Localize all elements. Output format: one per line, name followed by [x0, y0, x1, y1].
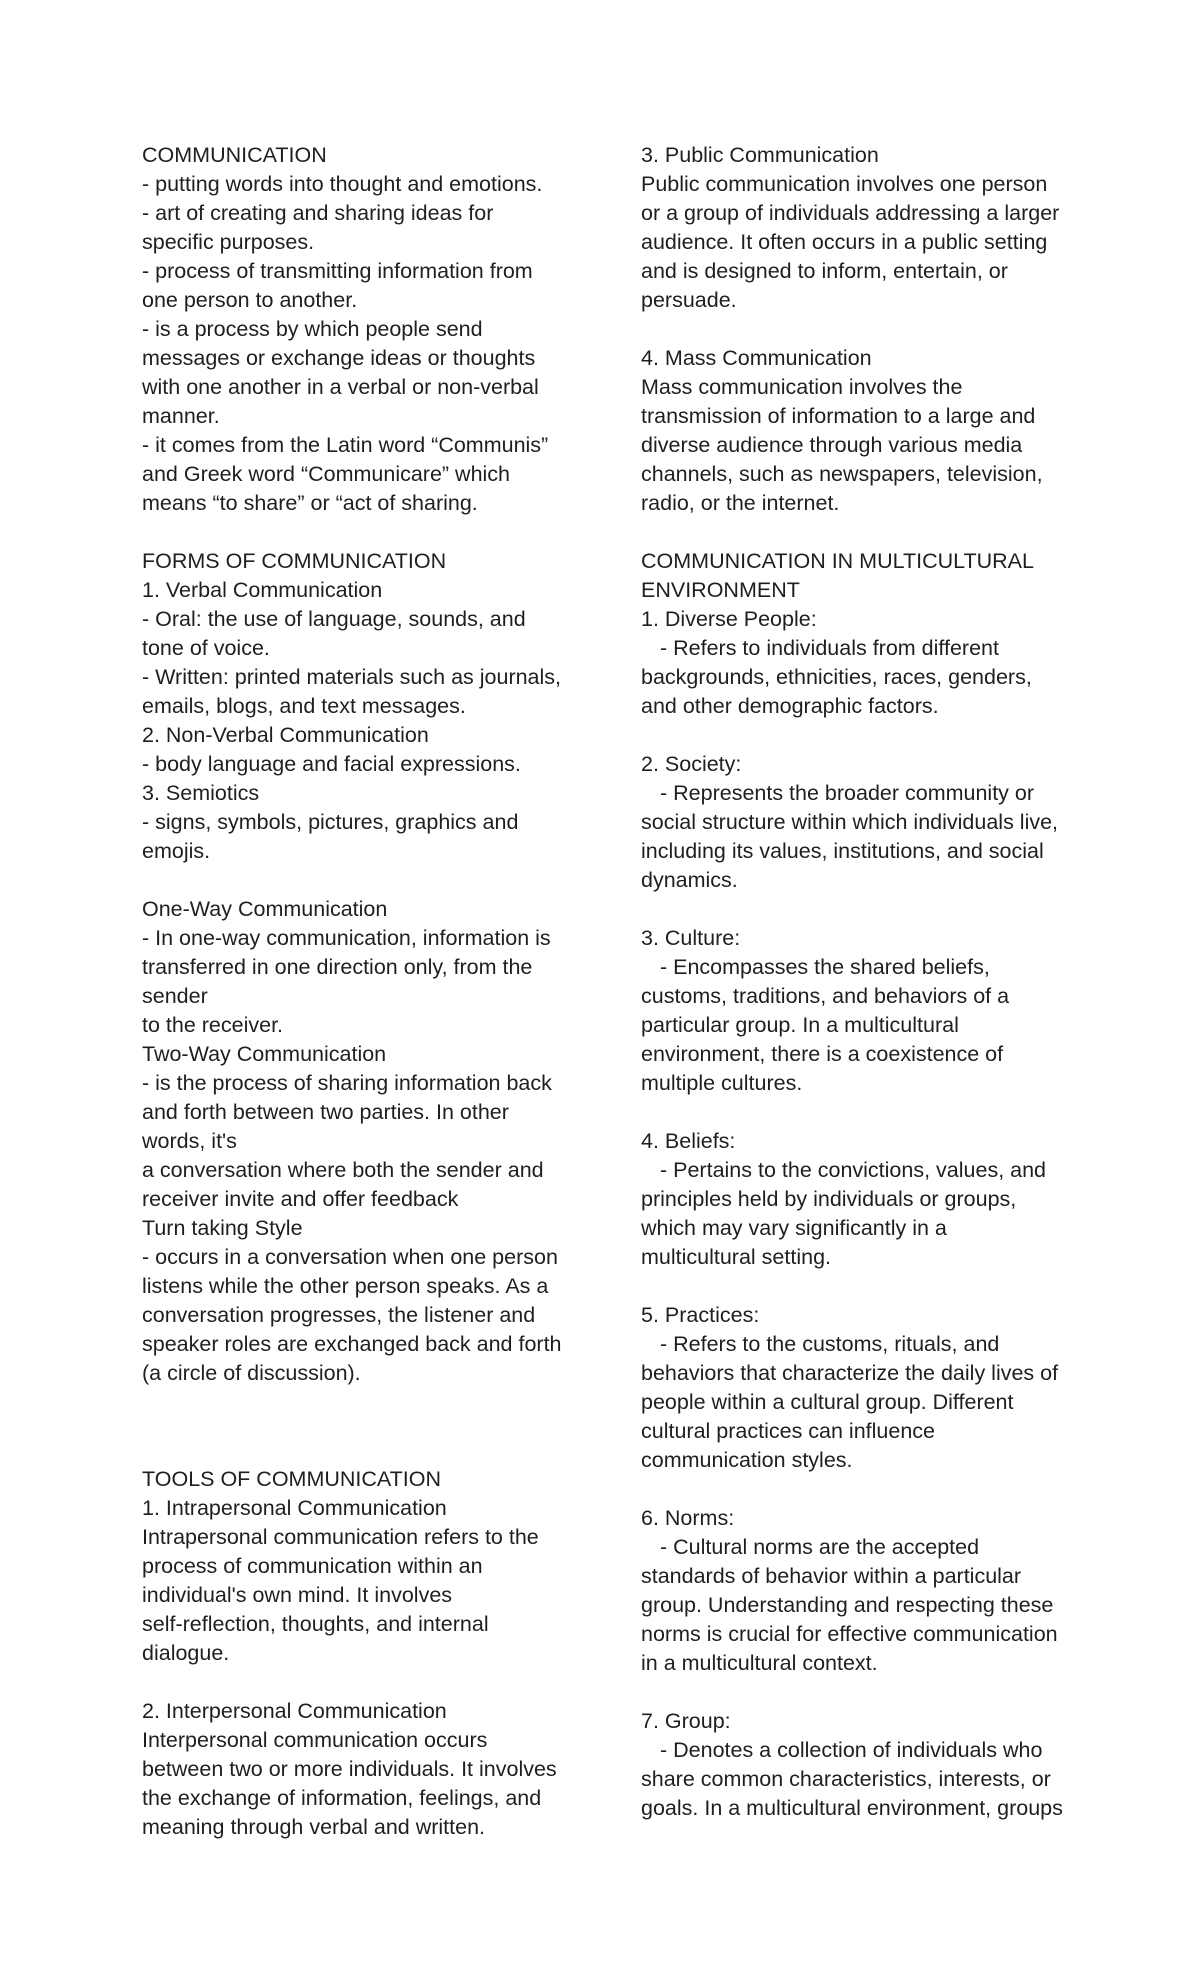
- item-title: 7. Group:: [641, 1709, 731, 1733]
- text-line: channels, such as newspapers, television,: [641, 462, 1043, 486]
- text-line: - occurs in a conversation when one person: [142, 1245, 558, 1269]
- item-first-line: - Encompasses the shared beliefs,: [660, 955, 990, 979]
- item-first-line: - Refers to the customs, rituals, and: [660, 1332, 1000, 1356]
- text-line: group. Understanding and respecting these: [641, 1593, 1054, 1617]
- text-line: Mass communication involves the: [641, 375, 963, 399]
- text-line: 3. Semiotics: [142, 781, 260, 805]
- item-title: 3. Culture:: [641, 926, 741, 950]
- item-title: 1. Diverse People:: [641, 607, 817, 631]
- section-heading-multicultural: COMMUNICATION IN MULTICULTURAL: [641, 549, 1034, 573]
- text-line: - body language and facial expressions.: [142, 752, 521, 776]
- text-line: - art of creating and sharing ideas for: [142, 201, 494, 225]
- text-line: customs, traditions, and behaviors of a: [641, 984, 1010, 1008]
- text-line: speaker roles are exchanged back and forth: [142, 1332, 562, 1356]
- item-first-line: - Represents the broader community or: [660, 781, 1035, 805]
- text-line: backgrounds, ethnicities, races, genders,: [641, 665, 1032, 689]
- text-line: behaviors that characterize the daily lives of: [641, 1361, 1059, 1385]
- text-line: with one another in a verbal or non-verbal: [142, 375, 539, 399]
- text-line: - putting words into thought and emotions.: [142, 172, 543, 196]
- text-line: Intrapersonal communication refers to the: [142, 1525, 539, 1549]
- text-line: or a group of individuals addressing a larger: [641, 201, 1060, 225]
- text-line: one person to another.: [142, 288, 358, 312]
- text-line: meaning through verbal and written.: [142, 1815, 486, 1839]
- text-line: 2. Interpersonal Communication: [142, 1699, 447, 1723]
- text-line: words, it's: [142, 1129, 237, 1153]
- section-heading-one-way: One-Way Communication: [142, 897, 388, 921]
- text-line: transmission of information to a large and: [641, 404, 1036, 428]
- text-line: multiple cultures.: [641, 1071, 803, 1095]
- text-line: 1. Intrapersonal Communication: [142, 1496, 447, 1520]
- text-line: in a multicultural context.: [641, 1651, 878, 1675]
- text-line: process of communication within an: [142, 1554, 483, 1578]
- text-line: - Oral: the use of language, sounds, and: [142, 607, 526, 631]
- text-line: - is the process of sharing information back: [142, 1071, 552, 1095]
- text-line: the exchange of information, feelings, and: [142, 1786, 542, 1810]
- item-first-line: - Cultural norms are the accepted: [660, 1535, 980, 1559]
- paragraph-gap: [641, 1098, 1081, 1127]
- text-line: listens while the other person speaks. As a: [142, 1274, 549, 1298]
- text-line: - is a process by which people send: [142, 317, 483, 341]
- text-line: specific purposes.: [142, 230, 315, 254]
- text-line: - signs, symbols, pictures, graphics and: [142, 810, 519, 834]
- text-line: standards of behavior within a particular: [641, 1564, 1022, 1588]
- text-line: and other demographic factors.: [641, 694, 939, 718]
- text-line: Interpersonal communication occurs: [142, 1728, 488, 1752]
- item-title: 4. Beliefs:: [641, 1129, 736, 1153]
- paragraph-gap: [641, 1272, 1081, 1301]
- item-title: 5. Practices:: [641, 1303, 760, 1327]
- text-line: tone of voice.: [142, 636, 270, 660]
- text-line: environment, there is a coexistence of: [641, 1042, 1004, 1066]
- text-line: diverse audience through various media: [641, 433, 1023, 457]
- text-line: which may vary significantly in a: [641, 1216, 947, 1240]
- text-line: and forth between two parties. In other: [142, 1100, 509, 1124]
- paragraph-gap: [641, 1475, 1081, 1504]
- text-line: - process of transmitting information from: [142, 259, 533, 283]
- text-line: and Greek word “Communicare” which: [142, 462, 511, 486]
- text-line: norms is crucial for effective communication: [641, 1622, 1058, 1646]
- left-column: [142, 141, 582, 1842]
- text-line: emojis.: [142, 839, 211, 863]
- paragraph-gap: [641, 721, 1081, 750]
- item-first-line: - Pertains to the convictions, values, and: [660, 1158, 1047, 1182]
- paragraph-gap: [641, 518, 1081, 547]
- paragraph-gap: [641, 1678, 1081, 1707]
- section-heading-communication: COMMUNICATION: [142, 143, 327, 167]
- paragraph-gap: [142, 1388, 582, 1417]
- text-line: - it comes from the Latin word “Communis”: [142, 433, 549, 457]
- text-line: principles held by individuals or groups,: [641, 1187, 1017, 1211]
- text-line: audience. It often occurs in a public setting: [641, 230, 1048, 254]
- item-first-line: - Denotes a collection of individuals who: [660, 1738, 1043, 1762]
- text-line: to the receiver.: [142, 1013, 284, 1037]
- text-line: individual's own mind. It involves: [142, 1583, 453, 1607]
- right-column: [641, 141, 1081, 1823]
- section-heading-two-way: Two-Way Communication: [142, 1042, 387, 1066]
- text-line: between two or more individuals. It involves: [142, 1757, 557, 1781]
- text-line: Public communication involves one person: [641, 172, 1048, 196]
- text-line: manner.: [142, 404, 220, 428]
- text-line: dialogue.: [142, 1641, 230, 1665]
- text-line: sender: [142, 984, 208, 1008]
- paragraph-gap: [142, 1668, 582, 1697]
- text-line: 4. Mass Communication: [641, 346, 872, 370]
- paragraph-gap: [641, 895, 1081, 924]
- text-line: (a circle of discussion).: [142, 1361, 361, 1385]
- text-line: and is designed to inform, entertain, or: [641, 259, 1008, 283]
- text-line: goals. In a multicultural environment, groups: [641, 1796, 1063, 1820]
- text-line: receiver invite and offer feedback: [142, 1187, 459, 1211]
- text-line: dynamics.: [641, 868, 738, 892]
- text-line: messages or exchange ideas or thoughts: [142, 346, 536, 370]
- section-heading-forms: FORMS OF COMMUNICATION: [142, 549, 447, 573]
- text-line: 2. Non-Verbal Communication: [142, 723, 429, 747]
- paragraph-gap: [142, 1417, 582, 1465]
- text-line: a conversation where both the sender and: [142, 1158, 544, 1182]
- text-line: cultural practices can influence: [641, 1419, 935, 1443]
- item-title: 6. Norms:: [641, 1506, 735, 1530]
- text-line: - In one-way communication, information is: [142, 926, 551, 950]
- text-line: share common characteristics, interests, or: [641, 1767, 1051, 1791]
- text-line: means “to share” or “act of sharing.: [142, 491, 478, 515]
- text-line: emails, blogs, and text messages.: [142, 694, 466, 718]
- text-line: conversation progresses, the listener and: [142, 1303, 536, 1327]
- item-title: 2. Society:: [641, 752, 742, 776]
- text-line: 1. Verbal Communication: [142, 578, 383, 602]
- section-heading-turn-taking: Turn taking Style: [142, 1216, 303, 1240]
- text-line: radio, or the internet.: [641, 491, 840, 515]
- text-line: people within a cultural group. Different: [641, 1390, 1014, 1414]
- text-line: self-reflection, thoughts, and internal: [142, 1612, 489, 1636]
- text-line: 3. Public Communication: [641, 143, 879, 167]
- text-line: communication styles.: [641, 1448, 853, 1472]
- paragraph-gap: [142, 866, 582, 895]
- paragraph-gap: [142, 518, 582, 547]
- text-line: - Written: printed materials such as journals,: [142, 665, 562, 689]
- text-line: persuade.: [641, 288, 737, 312]
- text-line: particular group. In a multicultural: [641, 1013, 959, 1037]
- text-line: social structure within which individuals live,: [641, 810, 1059, 834]
- text-line: multicultural setting.: [641, 1245, 831, 1269]
- text-line: transferred in one direction only, from the: [142, 955, 533, 979]
- section-heading-tools: TOOLS OF COMMUNICATION: [142, 1467, 442, 1491]
- paragraph-gap: [641, 315, 1081, 344]
- section-heading-multicultural-cont: ENVIRONMENT: [641, 578, 800, 602]
- text-line: including its values, institutions, and social: [641, 839, 1044, 863]
- item-first-line: - Refers to individuals from different: [660, 636, 999, 660]
